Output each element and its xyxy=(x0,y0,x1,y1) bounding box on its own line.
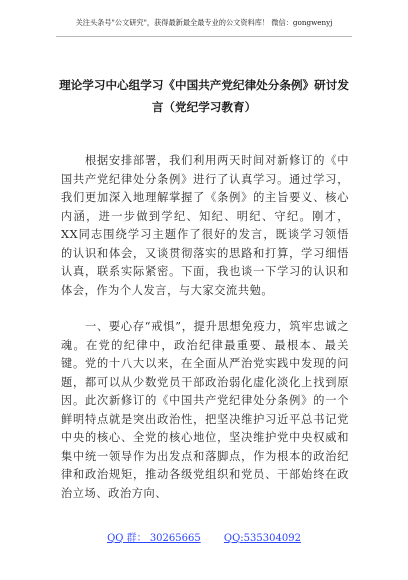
header-banner: 关注头条号"公文研究"，获得最新最全最专业的公文资料库！ 微信：gongwenyj xyxy=(75,18,333,27)
document-title: 理论学习中心组学习《中国共产党纪律处分条例》研讨发言（党纪学习教育） xyxy=(59,78,349,114)
paragraph-section-one: 一、要心存“戒惧”，提升思想免疫力，筑牢忠诚之魂。在党的纪律中，政治纪律最重要、最根本、最关键。党的十八大以来，在全面从严治党实践中发现的问题，都可以从少数党员干部政治弱化虚化淡化上找到原因。此次新修订的《中国共产党纪律处分条例》的一个鲜明特点就是突出政治性，把坚决维护习近平总书记党中央的核心、全党的核心地位，坚决维护党中央权威和集中统一领导作为出发点和落脚点，作为根本的政治纪律和政治规矩，推动各级党组织和党员、干部始终在政治立场、政治方向、 xyxy=(61,320,349,500)
header-divider xyxy=(56,36,352,37)
paragraph-intro: 根据安排部署，我们利用两天时间对新修订的《中国共产党纪律处分条例》进行了认真学习。通过学习，我们更加深入地理解掌握了《条例》的主旨要义、核心内涵，进一步做到学纪、知纪、明纪、守纪。刚才，XX同志围绕学习主题作了很好的发言，既谈学习领悟的认识和体会，又谈贯彻落实的思路和打算，学习细悟认真，联系实际紧密。下面，我也谈一下学习的认识和体会，作为个人发言，与大家交流共勉。 xyxy=(61,154,349,297)
qq-contact-link[interactable]: QQ:535304092 xyxy=(223,533,301,544)
qq-group-link[interactable]: QQ 群： 30265665 xyxy=(107,533,201,544)
footer-contact xyxy=(56,532,352,546)
document-body xyxy=(61,152,349,503)
